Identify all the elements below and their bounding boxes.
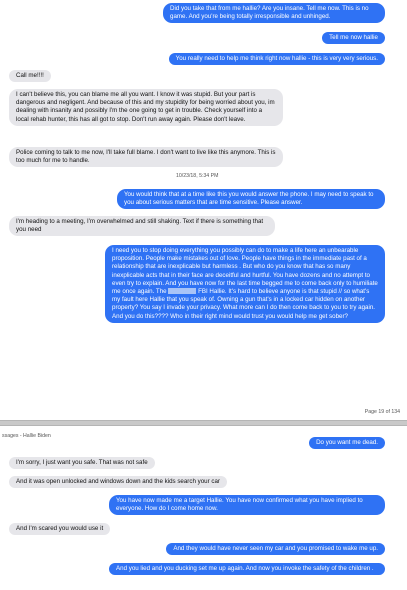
message-text-after-redaction: FBI Hallie. It's hard to believe anyone is that stupid // so what's my fault here Hallie that you speak of. Owning a gun that's in a locked car hidden on another property? You say I invade your privacy. What more can I do then come back to you to try again. And you do this???? Who in their right mind would trust you would help me get sober?: [112, 288, 375, 320]
message-bubble-incoming: Call me!!!!: [9, 70, 51, 82]
document-page-20: [0, 426, 407, 590]
message-bubble-outgoing: And they would have never seen my car and you promised to wake me up.: [166, 543, 385, 555]
message-bubble-incoming: I can't believe this, you can blame me all you want. I know it was stupid. But your part is dangerous and negligent. And because of this and my stupidity for being worried about you, im dealing with insanity and possibly I'm the one going to get in trouble. Check yourself into a local rehab hunter, this has all got to stop. Don't run away again. Please don't leave.: [9, 89, 283, 126]
message-bubble-outgoing: Did you take that from me hallie? Are you insane. Tell me now. This is no game. And you're being totally irresponsible and unhinged.: [163, 3, 385, 23]
message-bubble-outgoing: Do you want me dead.: [309, 437, 385, 449]
message-bubble-incoming: I'm heading to a meeting, I'm overwhelmed and still shaking. Text if there is something that you need: [9, 216, 275, 236]
message-bubble-outgoing: You really need to help me think right now hallie - this is very very serious.: [169, 53, 385, 65]
message-bubble-incoming: I'm sorry, I just want you safe. That was not safe: [9, 457, 155, 469]
message-bubble-outgoing: Tell me now hallie: [322, 32, 385, 44]
redaction-box: [168, 288, 196, 294]
message-bubble-incoming: Police coming to talk to me now, I'll take full blame. I don't want to live like this anymore. This is too much for me to handle.: [9, 147, 283, 167]
message-text-before-redaction: I need you to stop doing everything you possibly can do to make a life here an unbearable proposition. People make mistakes out of love. People have things in the immediate past of a relationship that are inexplicable but harmless . But who do you know that has so many inexplicable acts that in their face are deceitful and hurtful. You have dozens and no attempt to even try to explain. And you have now for the last time begged me to come back only to humiliate me once again. The: [112, 247, 378, 296]
message-bubble-incoming: And it was open unlocked and windows down and the kids search your car: [9, 476, 227, 488]
message-timestamp: 10/23/18, 5:34 PM: [176, 173, 219, 179]
message-bubble-outgoing-long: [105, 245, 385, 323]
message-bubble-outgoing: And you lied and you ducking set me up again. And now you invoke the safety of the children .: [109, 563, 385, 575]
message-bubble-incoming: And I'm scared you would use it: [9, 523, 110, 535]
page-header: ssages - Hallie Biden: [2, 433, 51, 439]
message-bubble-outgoing: You would think that at a time like this you would answer the phone. I may need to speak to you about serious matters that are time sensitive. Please answer.: [117, 189, 385, 209]
message-bubble-outgoing: You have now made me a target Hallie. You have now confirmed what you have implied to everyone. How do I come home now.: [109, 495, 385, 515]
page-number: Page 19 of 134: [364, 409, 400, 415]
